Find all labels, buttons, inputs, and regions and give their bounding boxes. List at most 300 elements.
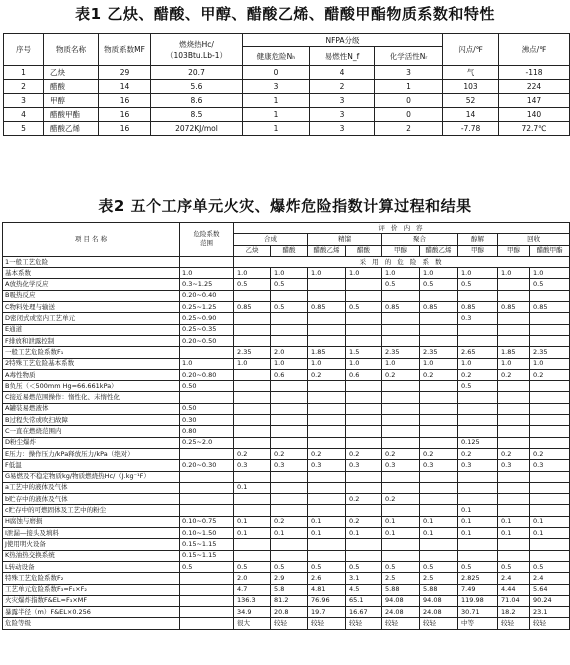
table2-range — [180, 618, 234, 629]
table2-value — [420, 437, 458, 448]
table2-value: 0.2 — [458, 369, 498, 380]
table2-value — [420, 505, 458, 516]
table2-value — [530, 392, 570, 403]
table1-header-nfpa: NFPA分级 — [243, 34, 443, 47]
table2-item: b贮存中的液体及气体 — [3, 494, 180, 505]
table2-value: 0.1 — [308, 528, 346, 539]
table2-range: 0.15~1.15 — [180, 539, 234, 550]
table2-range — [180, 256, 234, 267]
table1-cell-name: 醋酸乙烯 — [44, 122, 99, 136]
table2-value — [271, 471, 308, 482]
table1-cell-mf: 29 — [99, 66, 151, 80]
table2-value — [420, 482, 458, 493]
table2-value — [234, 392, 271, 403]
table2-value — [530, 482, 570, 493]
table1-cell-react: 1 — [375, 80, 443, 94]
table2-value — [420, 494, 458, 505]
table2-header-eval: 评 价 内 容 — [234, 223, 570, 234]
table2-value — [234, 324, 271, 335]
table2-title: 表2 五个工序单元火灾、爆炸危险指数计算过程和结果 — [98, 197, 472, 215]
table2-value — [530, 381, 570, 392]
table2-range — [180, 392, 234, 403]
table2-value: 0.1 — [346, 528, 382, 539]
table2-value: 较轻 — [420, 618, 458, 629]
table2-range: 0.20~0.30 — [180, 460, 234, 471]
table2-item: H腐蚀与磨损 — [3, 516, 180, 527]
table2-value — [498, 381, 530, 392]
table2-value: 0.85 — [530, 302, 570, 313]
table2-value: 2.35 — [420, 347, 458, 358]
table2-item: 基本系数 — [3, 268, 180, 279]
table2-row — [3, 460, 570, 471]
table2-col-c4: 醋酸 — [346, 245, 382, 256]
table2-range: 0.10~0.75 — [180, 516, 234, 527]
table2-value: 0.3 — [458, 313, 498, 324]
table2-value: 0.2 — [458, 448, 498, 459]
table2-value — [234, 539, 271, 550]
table2-value — [271, 335, 308, 346]
table2-value: 18.2 — [498, 607, 530, 618]
table2-value — [234, 335, 271, 346]
table2-value — [382, 437, 420, 448]
table2-value: 0.2 — [234, 448, 271, 459]
table2-value — [382, 381, 420, 392]
table2-row — [3, 324, 570, 335]
table2 — [2, 222, 570, 630]
table2-used-header: 采 用 的 危 险 系 数 — [234, 256, 570, 267]
table2-value — [382, 505, 420, 516]
table2-value — [530, 505, 570, 516]
table2-value — [271, 403, 308, 414]
table2-value: 24.08 — [382, 607, 420, 618]
table2-value — [530, 550, 570, 561]
table2-value: 0.5 — [458, 279, 498, 290]
table2-value — [271, 313, 308, 324]
table2-value — [271, 381, 308, 392]
table2-value: 0.1 — [382, 528, 420, 539]
table1-header-heat-line1: 燃烧热Hc/ — [179, 39, 214, 49]
table2-value: 5.88 — [420, 584, 458, 595]
table2-value: 1.5 — [346, 347, 382, 358]
table2-value: 0.2 — [420, 448, 458, 459]
table1-cell-flam: 2 — [310, 80, 375, 94]
table2-value: 较轻 — [271, 618, 308, 629]
table2-value — [530, 324, 570, 335]
table2-value: 1.85 — [308, 347, 346, 358]
table2-value: 34.9 — [234, 607, 271, 618]
table2-row — [3, 607, 570, 618]
table2-value — [271, 494, 308, 505]
table1-cell-react: 3 — [375, 66, 443, 80]
table2-range: 0.10~1.50 — [180, 528, 234, 539]
table2-value — [420, 381, 458, 392]
table2-value: 1.0 — [346, 268, 382, 279]
table2-value: 0.3 — [498, 460, 530, 471]
table2-header-juhe: 聚合 — [382, 234, 458, 245]
table2-value: 2.35 — [234, 347, 271, 358]
table2-value — [382, 392, 420, 403]
table2-value: 16.67 — [346, 607, 382, 618]
table2-value — [346, 471, 382, 482]
table1-cell-heat: 8.5 — [151, 108, 243, 122]
table2-value — [271, 392, 308, 403]
table2-value: 65.1 — [346, 595, 382, 606]
table2-item: 暴露半径（m）F&EL×0.256 — [3, 607, 180, 618]
table2-value: 3.1 — [346, 573, 382, 584]
table1-cell-name: 甲醇 — [44, 94, 99, 108]
table1-header-flash: 闪点/℉ — [443, 34, 499, 66]
table2-row — [3, 313, 570, 324]
table2-value — [308, 415, 346, 426]
table2-value: 0.2 — [382, 494, 420, 505]
table2-value: 0.5 — [271, 279, 308, 290]
table2-value — [498, 426, 530, 437]
table2-range: 0.30 — [180, 415, 234, 426]
table1-cell-boil: 224 — [499, 80, 570, 94]
table2-value — [271, 482, 308, 493]
table2-value: 0.2 — [530, 369, 570, 380]
table2-value: 较轻 — [382, 618, 420, 629]
table2-item: C一直在燃烧范围内 — [3, 426, 180, 437]
table2-item: 危险等级 — [3, 618, 180, 629]
table2-col-c8: 甲醇 — [498, 245, 530, 256]
table2-row — [3, 290, 570, 301]
table2-value — [271, 426, 308, 437]
table2-value — [234, 381, 271, 392]
table1-cell-no: 2 — [4, 80, 44, 94]
table2-value: 0.1 — [382, 516, 420, 527]
table1-row — [4, 94, 570, 108]
table2-value: 2.5 — [382, 573, 420, 584]
table1-cell-flash: 气 — [443, 66, 499, 80]
table2-row — [3, 335, 570, 346]
table2-item: J使用明火设备 — [3, 539, 180, 550]
table2-value: 较轻 — [498, 618, 530, 629]
table2-value — [458, 426, 498, 437]
table2-value — [530, 471, 570, 482]
table2-value: 1.0 — [498, 358, 530, 369]
table2-value: 0.3 — [458, 460, 498, 471]
table2-value: 76.96 — [308, 595, 346, 606]
table1-cell-boil: -118 — [499, 66, 570, 80]
table2-col-c6: 醋酸乙烯 — [420, 245, 458, 256]
table2-value: 4.44 — [498, 584, 530, 595]
table1-cell-flash: 52 — [443, 94, 499, 108]
table2-value: 0.5 — [271, 302, 308, 313]
table2-value: 0.5 — [346, 302, 382, 313]
table2-range — [180, 607, 234, 618]
table2-value — [271, 415, 308, 426]
table2-value — [498, 415, 530, 426]
table2-header-hecheng: 合成 — [234, 234, 308, 245]
table2-value — [346, 539, 382, 550]
table2-row — [3, 482, 570, 493]
table2-value: 2.65 — [458, 347, 498, 358]
table2-range — [180, 494, 234, 505]
table2-value — [382, 335, 420, 346]
table2-value: 0.2 — [271, 448, 308, 459]
table2-value: 1.0 — [420, 268, 458, 279]
table2-value: 2.4 — [530, 573, 570, 584]
table2-value — [271, 437, 308, 448]
table2-value: 2.825 — [458, 573, 498, 584]
table2-range: 0.5 — [180, 561, 234, 572]
table2-value: 0.5 — [458, 381, 498, 392]
table2-value: 0.5 — [530, 561, 570, 572]
table2-row — [3, 302, 570, 313]
table2-header-range-line2: 范围 — [200, 239, 213, 248]
table2-value: 0.1 — [458, 505, 498, 516]
table2-value — [382, 539, 420, 550]
table2-range — [180, 482, 234, 493]
table2-header-huishou: 回收 — [498, 234, 570, 245]
table2-value: 23.1 — [530, 607, 570, 618]
table2-value — [458, 482, 498, 493]
table2-value — [234, 505, 271, 516]
table2-value: 0.85 — [308, 302, 346, 313]
table2-value — [346, 482, 382, 493]
table2-value: 0.6 — [346, 369, 382, 380]
table2-value: 1.0 — [458, 358, 498, 369]
table2-value: 90.24 — [530, 595, 570, 606]
table1-cell-heat: 8.6 — [151, 94, 243, 108]
table2-range: 1.0 — [180, 358, 234, 369]
table2-item: B过程失常或吹扫故障 — [3, 415, 180, 426]
table2-value — [498, 313, 530, 324]
table2-value — [346, 403, 382, 414]
table2-value — [530, 335, 570, 346]
table1-title: 表1 乙炔、醋酸、甲醇、醋酸乙烯、醋酸甲酯物质系数和特性 — [75, 5, 495, 23]
table2-row — [3, 505, 570, 516]
table2-value: 0.85 — [382, 302, 420, 313]
table2-value — [271, 539, 308, 550]
table2-value — [308, 505, 346, 516]
table2-col-c1: 乙炔 — [234, 245, 271, 256]
table2-value: 20.8 — [271, 607, 308, 618]
table2-value — [420, 426, 458, 437]
table2-value: 1.0 — [458, 268, 498, 279]
table2-value — [458, 403, 498, 414]
table2-value — [234, 550, 271, 561]
table2-value: 0.1 — [308, 516, 346, 527]
table2-value — [346, 437, 382, 448]
table1-cell-flash: 103 — [443, 80, 499, 94]
table2-range: 0.20~0.50 — [180, 335, 234, 346]
table2-value: 0.1 — [234, 482, 271, 493]
table2-value: 4.5 — [346, 584, 382, 595]
table1-cell-health: 1 — [243, 108, 310, 122]
table1-cell-no: 5 — [4, 122, 44, 136]
table1-cell-flam: 4 — [310, 66, 375, 80]
table2-value — [498, 403, 530, 414]
table2-col-c2: 醋酸 — [271, 245, 308, 256]
table2-value — [346, 415, 382, 426]
table2-value: 0.3 — [346, 460, 382, 471]
table2-value — [308, 324, 346, 335]
table2-value — [234, 290, 271, 301]
table2-item: 特殊工艺危险系数F₂ — [3, 573, 180, 584]
table2-value — [420, 471, 458, 482]
table2-value — [458, 415, 498, 426]
table2-value — [234, 369, 271, 380]
table2-item: 火灾爆炸指数F&EL=F₃×MF — [3, 595, 180, 606]
table2-value: 0.85 — [420, 302, 458, 313]
table2-value — [498, 471, 530, 482]
table2-col-c7: 甲醇 — [458, 245, 498, 256]
table2-value — [234, 415, 271, 426]
table1-header-health: 健康危险Nₕ — [243, 47, 310, 66]
table1-row — [4, 66, 570, 80]
table1-cell-flam: 3 — [310, 122, 375, 136]
table2-value — [346, 290, 382, 301]
table2-value: 81.2 — [271, 595, 308, 606]
table2-value — [420, 415, 458, 426]
table1-cell-mf: 16 — [99, 94, 151, 108]
table1-header-name: 物质名称 — [44, 34, 99, 66]
table1-cell-heat: 20.7 — [151, 66, 243, 80]
table1-cell-no: 4 — [4, 108, 44, 122]
table2-value — [530, 313, 570, 324]
table2-item: K热油热交换系统 — [3, 550, 180, 561]
table2-value: 2.4 — [498, 573, 530, 584]
table2-range: 0.25~1.25 — [180, 302, 234, 313]
table2-value — [346, 392, 382, 403]
table2-item: a工艺中的液体及气体 — [3, 482, 180, 493]
table2-range — [180, 471, 234, 482]
table2-row — [3, 494, 570, 505]
table2-value: 0.2 — [420, 369, 458, 380]
table2-value — [308, 335, 346, 346]
table2-col-c9: 醋酸甲酯 — [530, 245, 570, 256]
table2-value: 2.5 — [420, 573, 458, 584]
table2-value: 0.2 — [308, 369, 346, 380]
table2-value: 1.85 — [498, 347, 530, 358]
table2-value — [530, 403, 570, 414]
table2-value: 0.1 — [498, 516, 530, 527]
table2-value — [346, 279, 382, 290]
table2-value — [420, 539, 458, 550]
table2-row — [3, 561, 570, 572]
table2-item: 一般工艺危险系数F₁ — [3, 347, 180, 358]
table2-row — [3, 347, 570, 358]
table2-row — [3, 584, 570, 595]
table2-range: 0.25~2.0 — [180, 437, 234, 448]
table2-value: 1.0 — [498, 268, 530, 279]
table2-value: 0.3 — [530, 460, 570, 471]
table2-range — [180, 595, 234, 606]
table2-value — [382, 313, 420, 324]
table1-cell-health: 1 — [243, 94, 310, 108]
table2-value — [308, 279, 346, 290]
table2-item: 2特殊工艺危险基本系数 — [3, 358, 180, 369]
table1-row — [4, 122, 570, 136]
table1-cell-no: 3 — [4, 94, 44, 108]
table2-header-range — [180, 223, 234, 257]
table1-cell-heat: 2072KJ/mol — [151, 122, 243, 136]
table2-value — [498, 505, 530, 516]
table2-value — [498, 279, 530, 290]
table2-range: 0.25~0.90 — [180, 313, 234, 324]
table2-item: B负压（＜500mm Hg=66.661kPa） — [3, 381, 180, 392]
table1-cell-name: 乙炔 — [44, 66, 99, 80]
table2-row — [3, 437, 570, 448]
table2-item: I泄漏—接头及填料 — [3, 528, 180, 539]
table2-value: 0.85 — [498, 302, 530, 313]
table2-value — [271, 550, 308, 561]
table2-value — [346, 426, 382, 437]
table2-col-c5: 甲醇 — [382, 245, 420, 256]
table2-item: 1一般工艺危险 — [3, 256, 180, 267]
table2-value: 0.5 — [271, 561, 308, 572]
table2-value: 5.88 — [382, 584, 420, 595]
table2-value: 0.6 — [271, 369, 308, 380]
table1-row — [4, 108, 570, 122]
table2-value: 中等 — [458, 618, 498, 629]
table2-value — [382, 550, 420, 561]
table2-value: 4.7 — [234, 584, 271, 595]
table2-value: 0.5 — [308, 561, 346, 572]
table2-item: L转动设备 — [3, 561, 180, 572]
table2-value — [530, 426, 570, 437]
table2-value: 0.2 — [498, 369, 530, 380]
table2-value — [308, 539, 346, 550]
table2-value: 0.5 — [420, 279, 458, 290]
table2-value — [420, 290, 458, 301]
table2-value: 0.1 — [458, 516, 498, 527]
table2-range: 0.50 — [180, 381, 234, 392]
table2-value — [234, 494, 271, 505]
table2-row — [3, 573, 570, 584]
table2-value — [382, 415, 420, 426]
table2-value: 1.0 — [271, 268, 308, 279]
table2-range — [180, 448, 234, 459]
table2-value — [382, 290, 420, 301]
table2-value — [346, 324, 382, 335]
table2-value: 2.35 — [530, 347, 570, 358]
table2-value: 0.2 — [382, 369, 420, 380]
table1-cell-mf: 16 — [99, 122, 151, 136]
table2-value: 5.64 — [530, 584, 570, 595]
table2-value: 2.0 — [234, 573, 271, 584]
table1-cell-mf: 16 — [99, 108, 151, 122]
table2-value — [382, 324, 420, 335]
table2-value: 2.9 — [271, 573, 308, 584]
table2-value — [458, 324, 498, 335]
table2-value: 0.1 — [420, 528, 458, 539]
table2-value: 0.5 — [234, 279, 271, 290]
table2-value — [308, 550, 346, 561]
table2-value: 0.2 — [271, 516, 308, 527]
table2-row — [3, 471, 570, 482]
table2-value — [420, 335, 458, 346]
table2-value — [382, 482, 420, 493]
table2-value — [382, 471, 420, 482]
table1-cell-health: 3 — [243, 80, 310, 94]
table2-value: 0.2 — [308, 448, 346, 459]
table2-value — [498, 324, 530, 335]
table2-value — [308, 313, 346, 324]
table2-value: 较轻 — [530, 618, 570, 629]
table2-item: A毒性物质 — [3, 369, 180, 380]
table1-header-no: 序号 — [4, 34, 44, 66]
table2-value: 0.85 — [234, 302, 271, 313]
table2-value — [498, 290, 530, 301]
table2-value: 0.3 — [382, 460, 420, 471]
table1 — [3, 33, 570, 136]
table2-value: 0.3 — [308, 460, 346, 471]
table2-item: C物料处理与输送 — [3, 302, 180, 313]
table1-cell-heat: 5.6 — [151, 80, 243, 94]
